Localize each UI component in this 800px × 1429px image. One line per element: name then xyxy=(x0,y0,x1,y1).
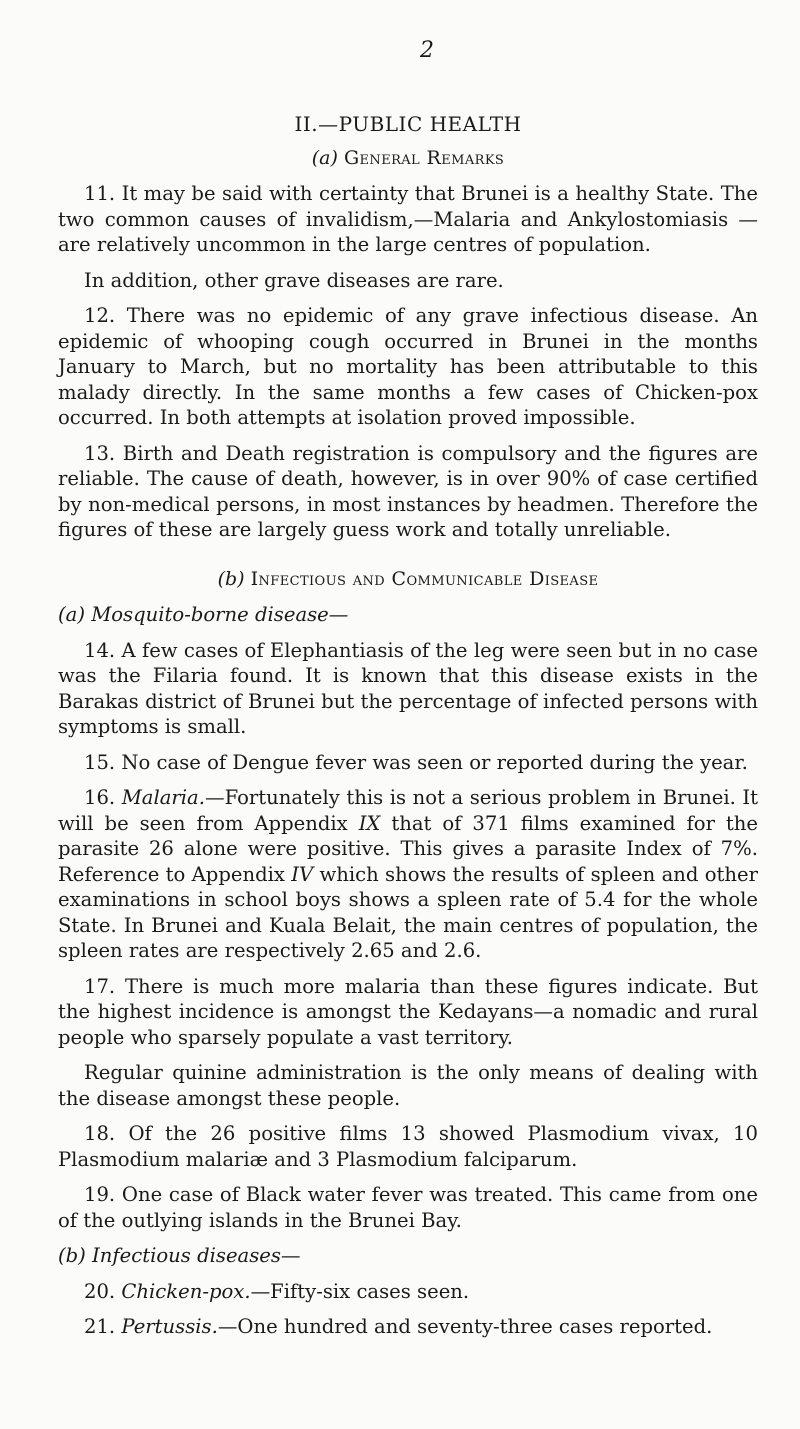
p21-term: Pertussis. xyxy=(121,1315,218,1338)
p16-appendix-iv: IV xyxy=(291,862,314,886)
p20-term: Chicken-pox. xyxy=(121,1279,251,1303)
p20-number: 20. xyxy=(84,1279,122,1303)
p21-number: 21. xyxy=(84,1315,122,1338)
p16-malaria-term: Malaria. xyxy=(121,786,205,809)
p16-text-3: that of 371 films examined for the parasite 26 alone were positive. This gives a parasite Index of 7%. Reference to Appendix xyxy=(58,811,759,886)
infectious-diseases-heading: (b) Infectious diseases— xyxy=(58,1244,301,1267)
paragraph-20 xyxy=(58,1279,758,1305)
subsection-b-title: Infectious and Communicable Disease xyxy=(250,567,599,590)
document-body xyxy=(58,112,758,1340)
p16-text-2: —Fortunately this is not a serious problem in Brunei. It will be seen from Appendix xyxy=(58,786,758,835)
p21-text: —One hundred and seventy-three cases reported. xyxy=(217,1315,713,1338)
paragraph-17: 17. There is much more malaria than these figures indicate. But the highest incidence is amongst the Kedayans—a nomadic and rural people who sparsely populate a vast territory. xyxy=(58,974,758,1049)
paragraph-11-continued: In addition, other grave diseases are rare. xyxy=(84,268,504,292)
section-heading: II.—PUBLIC HEALTH xyxy=(294,112,522,136)
mosquito-borne-heading: (a) Mosquito-borne disease— xyxy=(58,603,349,626)
paragraph-13: 13. Birth and Death registration is compulsory and the figures are reliable. The cause of death, however, is in over 90% of case certified by non-medical persons, in most instances by headmen. Therefore the figures of these are largely guess work and totally unreliable. xyxy=(58,441,758,541)
p20-text: —Fifty-six cases seen. xyxy=(250,1279,470,1303)
subsection-b-label: (b) xyxy=(217,567,245,590)
p16-appendix-ix: IX xyxy=(358,811,381,835)
p16-text-1: 16. xyxy=(84,786,122,809)
subsection-a-heading xyxy=(58,146,758,172)
paragraph-12: 12. There was no epidemic of any grave infectious disease. An epidemic of whooping cough occurred in Brunei in the months January to March, but no mortality has been attributable to this malady directly. In the same months a few cases of Chicken-pox occurred. In both attempts at isolation proved impossible. xyxy=(58,304,758,429)
subsection-a-title: General Remarks xyxy=(343,146,505,169)
p16-text-4: which shows the results of spleen and other examinations in school boys shows a spleen rate of 5.4 for the whole State. In Brunei and Kuala Belait, the main centres of population, the spleen rates are respectively 2.65 and 2.6. xyxy=(58,862,758,962)
paragraph-11: 11. It may be said with certainty that Brunei is a healthy State. The two common causes of invalidism,—Malaria and Ankylostomiasis —are relatively uncommon in the large centres of population. xyxy=(58,182,758,256)
subsection-b-heading xyxy=(58,567,758,593)
page-number: 2 xyxy=(420,38,434,63)
paragraph-14: 14. A few cases of Elephantiasis of the leg were seen but in no case was the Filaria found. It is known that this disease exists in the Barakas district of Brunei but the percentage of infected persons with symptoms is small. xyxy=(58,638,758,738)
paragraph-21 xyxy=(58,1314,758,1340)
paragraph-16 xyxy=(58,785,758,964)
paragraph-18: 18. Of the 26 positive films 13 showed Plasmodium vivax, 10 Plasmodium malariæ and 3 Plasmodium falciparum. xyxy=(58,1122,758,1171)
paragraph-17-continued: Regular quinine administration is the only means of dealing with the disease amongst these people. xyxy=(58,1061,758,1110)
subsection-a-label: (a) xyxy=(311,146,338,169)
paragraph-19: 19. One case of Black water fever was treated. This came from one of the outlying islands in the Brunei Bay. xyxy=(58,1183,758,1232)
paragraph-15: 15. No case of Dengue fever was seen or reported during the year. xyxy=(84,750,748,774)
